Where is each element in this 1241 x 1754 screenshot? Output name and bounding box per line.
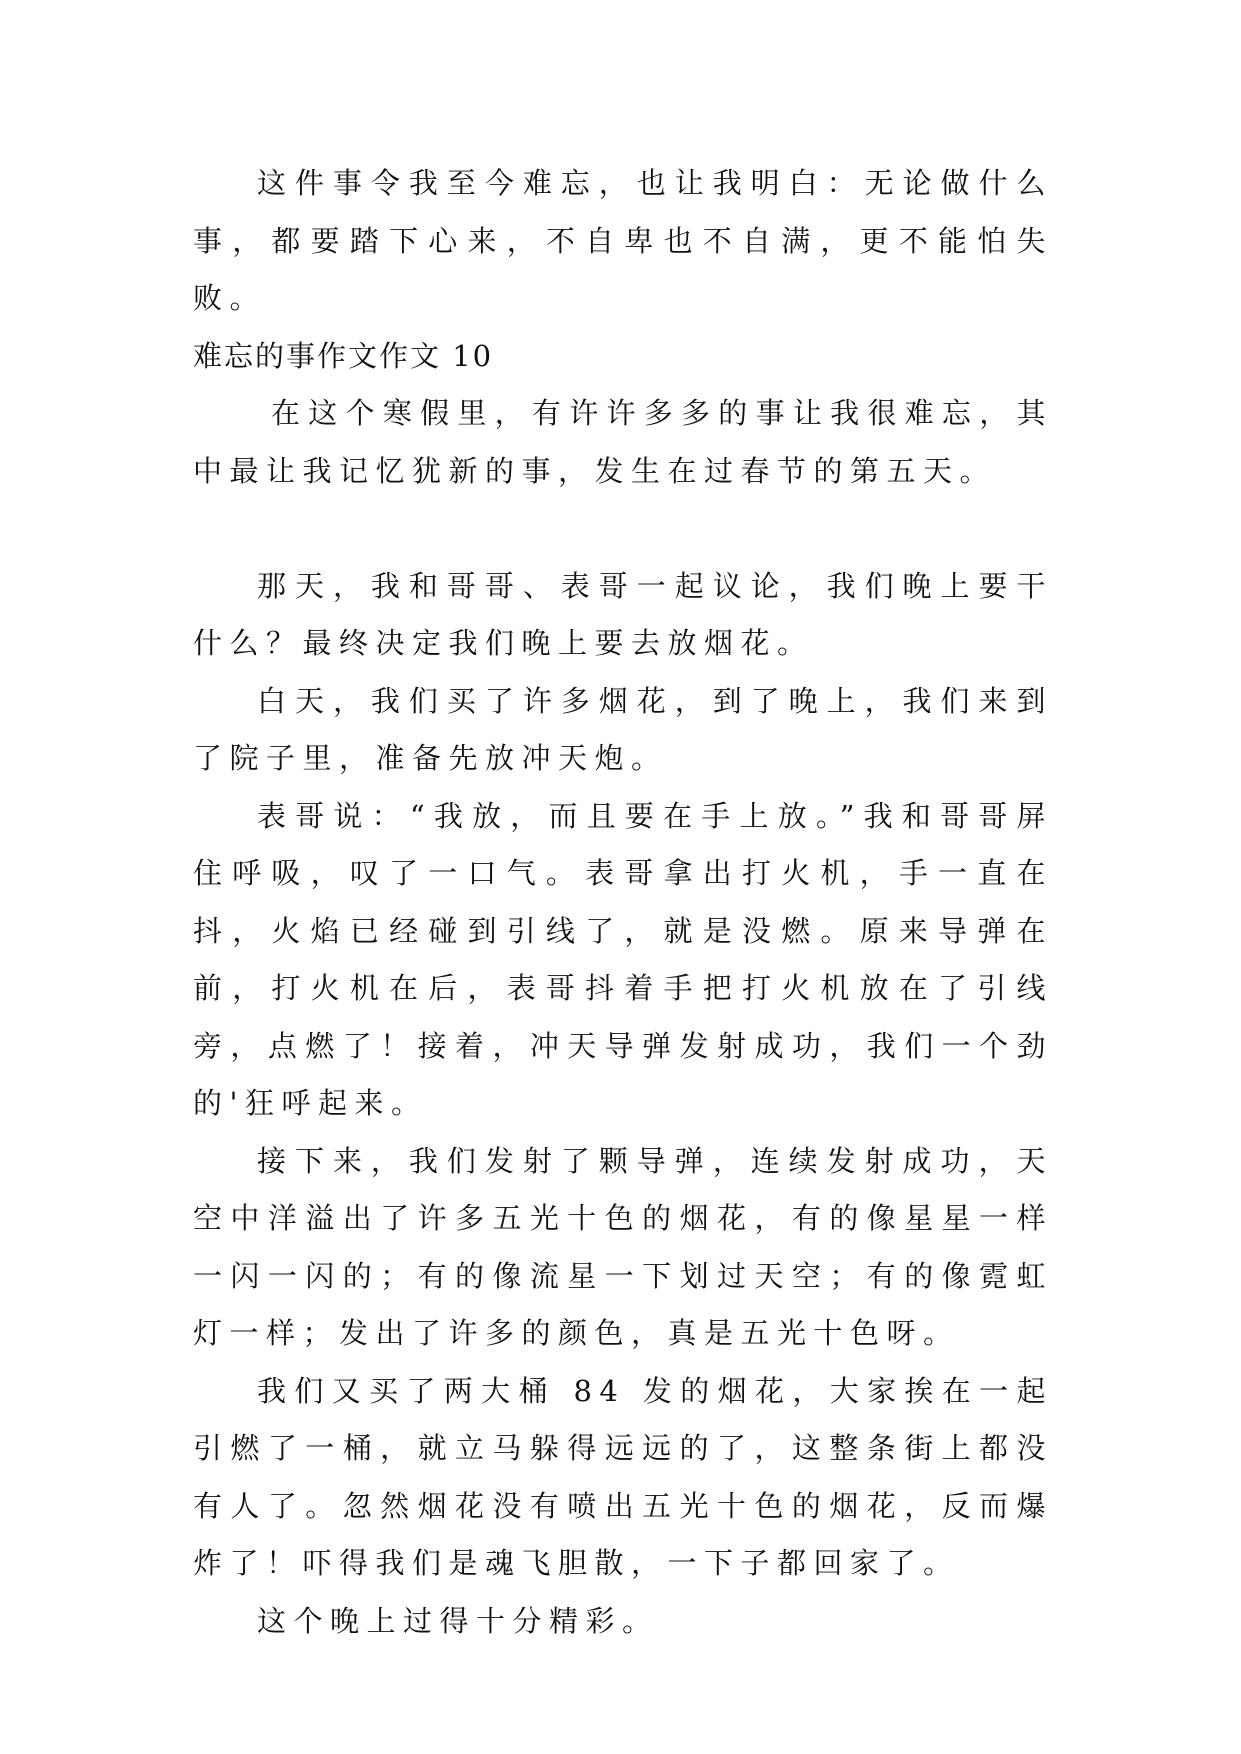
- body-paragraph: 这个晚上过得十分精彩。: [257, 1603, 659, 1638]
- body-paragraph: 白天，我们买了许多烟花，到了晚上，我们来到了院子里，准备先放冲天炮。: [193, 683, 1053, 775]
- body-paragraph: 接下来，我们发射了颗导弹，连续发射成功，天空中洋溢出了许多五光十色的烟花，有的像星星一样一闪一闪的；有的像流星一下划过天空；有的像霓虹灯一样；发出了许多的颜色，真是五光十色呀。: [193, 1143, 1053, 1350]
- intro-paragraph: 在这个寒假里，有许许多多的事让我很难忘，其中最让我记忆犹新的事，发生在过春节的第五天。: [193, 396, 1053, 488]
- document-page: [193, 155, 1053, 1650]
- body-paragraph: 那天，我和哥哥、表哥一起议论，我们晚上要干什么？最终决定我们晚上要去放烟花。: [193, 568, 1053, 660]
- closing-paragraph: 这件事令我至今难忘，也让我明白：无论做什么事，都要踏下心来，不自卑也不自满，更不能怕失败。: [193, 166, 1053, 315]
- body-paragraph: 我们又买了两大桶 84 发的烟花，大家挨在一起引燃了一桶，就立马躲得远远的了，这整条街上都没有人了。忽然烟花没有喷出五光十色的烟花，反而爆炸了！吓得我们是魂飞胆散，一下子都回家了。: [193, 1373, 1053, 1580]
- blank-line: [193, 500, 1053, 558]
- body-paragraph: 表哥说：“我放，而且要在手上放。”我和哥哥屏住呼吸，叹了一口气。表哥拿出打火机，手一直在抖，火焰已经碰到引线了，就是没燃。原来导弹在前，打火机在后，表哥抖着手把打火机放在了引线旁，点燃了！接着，冲天导弹发射成功，我们一个劲的'狂呼起来。: [193, 798, 1053, 1120]
- essay-heading: 难忘的事作文作文 10: [193, 338, 494, 373]
